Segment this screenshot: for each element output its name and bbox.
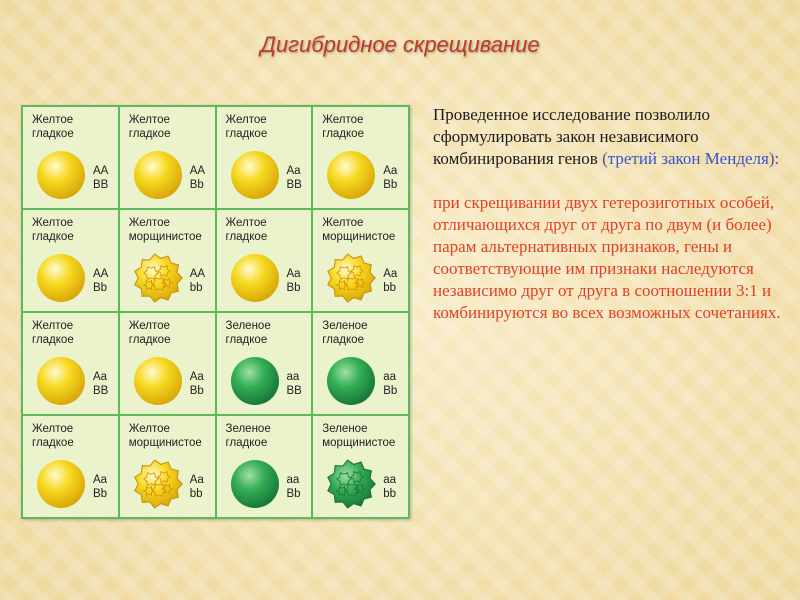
gene-b-label: bb — [189, 488, 203, 500]
gene-b-label: Bb — [189, 385, 204, 397]
phenotype-label — [226, 422, 312, 450]
gene-b-label: Bb — [286, 282, 301, 294]
gene-b-label: Bb — [93, 488, 108, 500]
pea-shape-label: гладкое — [32, 231, 74, 243]
gene-b-label: bb — [383, 488, 397, 500]
pea-color-label: Зеленое — [225, 423, 271, 435]
gene-a-label: Aa — [93, 371, 108, 383]
gene-b-label: Bb — [383, 385, 398, 397]
gene-b-label: bb — [383, 282, 397, 294]
pea-color-label: Желтое — [32, 114, 74, 126]
genotype-label — [383, 370, 397, 398]
gene-b-label: Bb — [383, 179, 398, 191]
gene-a-label: Aa — [93, 474, 108, 486]
yellow-smooth-pea-icon — [228, 148, 282, 202]
green-smooth-pea-icon — [228, 457, 282, 511]
genotype-label — [93, 164, 108, 192]
phenotype-label — [322, 216, 408, 244]
law-name: (третий закон Менделя): — [602, 149, 780, 168]
phenotype-label — [322, 319, 408, 347]
genotype-label — [93, 370, 108, 398]
genotype-label — [190, 473, 204, 501]
phenotype-label — [32, 319, 118, 347]
gene-a-label: Aa — [286, 268, 301, 280]
gene-a-label: aa — [383, 371, 397, 383]
gene-b-label: BB — [93, 385, 109, 397]
pea-color-label: Желтое — [322, 114, 364, 126]
gene-a-label: Aa — [286, 165, 301, 177]
pea-shape-label: гладкое — [225, 231, 268, 243]
gene-a-label: AA — [93, 268, 109, 280]
yellow-smooth-pea-icon — [34, 148, 88, 202]
gene-a-label: AA — [93, 165, 109, 177]
grid-cell — [23, 416, 118, 517]
pea-shape-label: гладкое — [225, 128, 268, 140]
grid-cell — [23, 107, 118, 208]
pea-color-label: Желтое — [128, 423, 170, 435]
grid-cell — [217, 416, 312, 517]
genotype-label — [287, 473, 301, 501]
phenotype-label — [322, 113, 408, 141]
pea-color-label: Желтое — [322, 217, 364, 229]
pea-shape-label: гладкое — [322, 334, 364, 346]
genotype-label — [383, 473, 396, 501]
yellow-smooth-pea-icon — [324, 148, 378, 202]
pea-shape-label: гладкое — [32, 334, 74, 346]
grid-cell — [120, 416, 215, 517]
slide-title: Дигибридное скрещивание — [260, 32, 540, 57]
yellow-smooth-pea-icon — [34, 251, 88, 305]
grid-cell — [313, 416, 408, 517]
pea-shape-label: гладкое — [225, 437, 268, 449]
gene-b-label: Bb — [189, 179, 204, 191]
phenotype-label — [32, 422, 118, 450]
pea-color-label: Желтое — [128, 320, 170, 332]
grid-cell — [120, 210, 215, 311]
genotype-label — [93, 267, 108, 295]
pea-shape-label: гладкое — [128, 334, 171, 346]
grid-cell — [23, 210, 118, 311]
gene-a-label: Aa — [189, 474, 204, 486]
grid-cell — [217, 107, 312, 208]
genotype-label — [190, 164, 205, 192]
pea-color-label: Желтое — [128, 217, 170, 229]
phenotype-label — [129, 422, 215, 450]
gene-a-label: aa — [286, 474, 300, 486]
yellow-wrinkled-pea-icon — [324, 251, 378, 305]
yellow-wrinkled-pea-icon — [131, 457, 185, 511]
phenotype-label — [129, 319, 215, 347]
yellow-smooth-pea-icon — [34, 457, 88, 511]
yellow-wrinkled-pea-icon — [131, 251, 185, 305]
pea-shape-label: морщинистое — [128, 231, 202, 243]
phenotype-label — [226, 113, 312, 141]
pea-shape-label: гладкое — [32, 437, 74, 449]
yellow-smooth-pea-icon — [34, 354, 88, 408]
phenotype-label — [322, 422, 408, 450]
phenotype-label — [226, 216, 312, 244]
gene-a-label: Aa — [383, 165, 398, 177]
pea-shape-label: морщинистое — [322, 437, 396, 449]
genotype-label — [287, 267, 301, 295]
phenotype-label — [129, 113, 215, 141]
pea-shape-label: морщинистое — [128, 437, 202, 449]
gene-a-label: Aa — [383, 268, 398, 280]
genotype-label — [190, 267, 205, 295]
pea-color-label: Желтое — [32, 320, 74, 332]
pea-shape-label: морщинистое — [322, 231, 396, 243]
grid-cell — [313, 313, 408, 414]
grid-cell — [120, 313, 215, 414]
grid-cell — [313, 210, 408, 311]
gene-a-label: AA — [189, 165, 206, 177]
pea-color-label: Зеленое — [225, 320, 271, 332]
green-smooth-pea-icon — [324, 354, 378, 408]
phenotype-label — [129, 216, 215, 244]
gene-b-label: Bb — [286, 488, 301, 500]
gene-a-label: Aa — [189, 371, 204, 383]
phenotype-label — [32, 216, 118, 244]
pea-color-label: Желтое — [32, 217, 74, 229]
gene-a-label: AA — [189, 268, 206, 280]
genotype-label — [287, 164, 302, 192]
genotype-label — [287, 370, 302, 398]
genotype-label — [383, 164, 397, 192]
grid-cell — [217, 210, 312, 311]
gene-a-label: aa — [383, 474, 397, 486]
grid-cell — [313, 107, 408, 208]
gene-a-label: aa — [286, 371, 300, 383]
pea-color-label: Зеленое — [322, 423, 368, 435]
pea-color-label: Желтое — [225, 217, 267, 229]
pea-shape-label: гладкое — [32, 128, 74, 140]
pea-color-label: Желтое — [225, 114, 267, 126]
intro-text: Проведенное исследование позволило сформулировать закон независимого комбинирования генов — [433, 105, 710, 168]
gene-b-label: BB — [286, 179, 302, 191]
pea-color-label: Зеленое — [322, 320, 368, 332]
pea-shape-label: гладкое — [128, 128, 171, 140]
gene-b-label: BB — [286, 385, 302, 397]
yellow-smooth-pea-icon — [131, 354, 185, 408]
phenotype-label — [226, 319, 312, 347]
grid-cell — [217, 313, 312, 414]
definition-text: при скрещивании двух гетерозиготных особей, отличающихся друг от друга по двум (и более) парам альтернативных признаков, гены и соответствующие им признаки наследуются независимо друг от друга в соотношении 3:1 и комбинируются во всех возможных сочетаниях. — [433, 193, 781, 322]
grid-cell — [120, 107, 215, 208]
genotype-label — [383, 267, 397, 295]
pea-color-label: Желтое — [128, 114, 170, 126]
green-wrinkled-pea-icon — [324, 457, 378, 511]
green-smooth-pea-icon — [228, 354, 282, 408]
gene-b-label: Bb — [93, 282, 108, 294]
phenotype-label — [32, 113, 118, 141]
pea-shape-label: гладкое — [322, 128, 364, 140]
yellow-smooth-pea-icon — [228, 251, 282, 305]
pea-color-label: Желтое — [32, 423, 74, 435]
gene-b-label: BB — [93, 179, 109, 191]
text-block — [433, 104, 788, 324]
grid-cell — [23, 313, 118, 414]
yellow-smooth-pea-icon — [131, 148, 185, 202]
genotype-label — [93, 473, 107, 501]
genotype-label — [190, 370, 204, 398]
punnett-grid — [21, 105, 410, 519]
gene-b-label: bb — [189, 282, 203, 294]
pea-shape-label: гладкое — [225, 334, 268, 346]
